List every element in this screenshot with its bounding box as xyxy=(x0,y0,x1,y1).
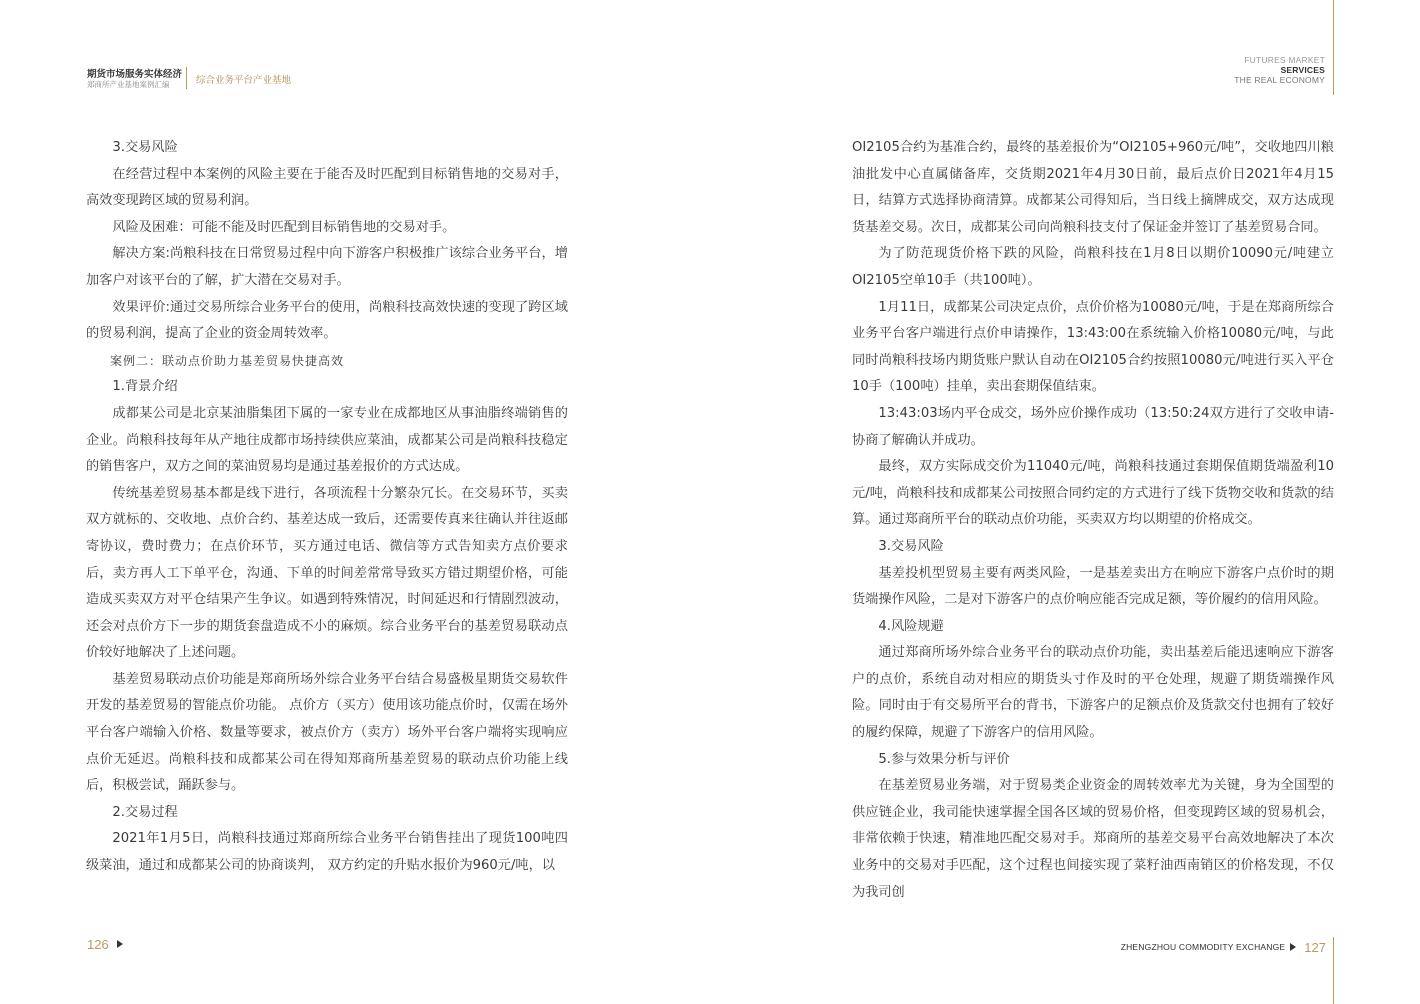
header-right-line2: SERVICES xyxy=(1280,65,1325,75)
header-right-line3: THE REAL ECONOMY xyxy=(1234,75,1325,85)
footer-organization: ZHENGZHOU COMMODITY EXCHANGE xyxy=(1120,942,1286,952)
heading-background: 1.背景介绍 xyxy=(112,379,178,395)
paragraph: 传统基差贸易基本都是线下进行，各项流程十分繁杂冗长。在交易环节，买卖双方就标的、交收地、点价合约、基差达成一致后，还需要传真来往确认并往返邮寄协议，费时费力；在点价环节，买方通过电话、微信等方式告知卖方点价要求后，卖方再人工下单平仓，沟通、下单的时间差常常导致买方错过期望价格，可能造成买卖双方对平仓结果产生争议。如遇到特殊情况，时间延迟和行情剧烈波动，还会对点价方下一步的期货套盘造成不小的麻烦。综合业务平台的基差贸易联动点价较好地解决了上述问题。 xyxy=(86,485,568,661)
right-page-body xyxy=(852,135,1334,906)
paragraph: 13:43:03场内平仓成交，场外应价操作成功（13:50:24双方进行了交收申请-协商了解确认并成功。 xyxy=(852,405,1334,448)
margin-rule-top xyxy=(1333,0,1334,95)
heading-trade-risk: 3.交易风险 xyxy=(112,140,178,155)
paragraph: 为了防范现货价格下跌的风险，尚粮科技在1月8日以期价10090元/吨建立OI2105空单10手（共100吨）。 xyxy=(852,246,1334,288)
paragraph: 通过郑商所场外综合业务平台的联动点价功能，卖出基差后能迅速响应下游客户的点价，系统自动对相应的期货头寸作及时的平仓处理，规避了期货端操作风险。同时由于有交易所平台的背书，下游客户的足额点价及货款交付也拥有了较好的履约保障，规避了下游客户的信用风险。 xyxy=(852,645,1334,741)
header-divider xyxy=(186,67,187,89)
margin-rule-bottom xyxy=(1333,937,1334,1004)
paragraph: 1月11日，成都某公司决定点价，点价价格为10080元/吨，于是在郑商所综合业务平台客户端进行点价申请操作，13:43:00在系统输入价格10080元/吨，与此同时尚粮科技场内期货账户默认自动在OI2105合约按照10080元/吨进行买入平仓10手（100吨）挂单，卖出套期保值结束。 xyxy=(852,299,1334,395)
paragraph: 最终，双方实际成交价为11040元/吨，尚粮科技通过套期保值期货端盈利10元/吨，尚粮科技和成都某公司按照合同约定的方式进行了线下货物交收和货款的结算。通过郑商所平台的联动点价功能，买卖双方均以期望的价格成交。 xyxy=(852,459,1334,528)
heading-trade-process: 2.交易过程 xyxy=(112,804,178,820)
left-page-body xyxy=(86,135,568,880)
triangle-right-icon xyxy=(117,940,123,948)
book-title: 期货市场服务实体经济 xyxy=(87,69,183,80)
heading-trade-risk: 3.交易风险 xyxy=(878,538,944,554)
header-right-line1: FUTURES MARKET xyxy=(1244,55,1325,65)
heading-evaluation: 5.参与效果分析与评价 xyxy=(878,751,1010,767)
paragraph: 成都某公司是北京某油脂集团下属的一家专业在成都地区从事油脂终端销售的企业。尚粮科技每年从产地往成都市场持续供应菜油，成都某公司是尚粮科技稳定的销售客户，双方之间的菜油贸易均是通过基差报价的方式达成。 xyxy=(86,405,568,475)
book-subtitle: 郑商所产业基地案例汇编 xyxy=(87,80,170,89)
footer-right xyxy=(1121,937,1326,956)
section-title: 综合业务平台产业基地 xyxy=(196,75,292,86)
paragraph: 在基差贸易业务端，对于贸易类企业资金的周转效率尤为关键，身为全国型的供应链企业，我司能快速掌握全国各区域的贸易价格，但变现跨区域的贸易机会，非常依赖于快速，精准地匹配交易对手。郑商所的基差交易平台高效地解决了本次业务中的交易对手匹配，这个过程也间接实现了菜籽油西南销区的价格发现，不仅为我司创 xyxy=(852,778,1334,900)
paragraph: 基差投机型贸易主要有两类风险，一是基差卖出方在响应下游客户点价时的期货端操作风险，二是对下游客户的点价响应能否完成足额，等价履约的信用风险。 xyxy=(852,565,1334,608)
paragraph: 2021年1月5日，尚粮科技通过郑商所综合业务平台销售挂出了现货100吨四级菜油，通过和成都某公司的协商谈判， 双方约定的升贴水报价为960元/吨，以 xyxy=(86,831,568,874)
paragraph: 效果评价:通过交易所综合业务平台的使用，尚粮科技高效快速的变现了跨区域的贸易利润，提高了企业的资金周转效率。 xyxy=(86,299,568,342)
case-two-heading: 案例二：联动点价助力基差贸易快捷高效 xyxy=(110,353,345,368)
page-number-right: 127 xyxy=(1304,940,1326,955)
footer-left xyxy=(87,937,123,953)
page-number-left: 126 xyxy=(87,937,109,952)
paragraph: 基差贸易联动点价功能是郑商所场外综合业务平台结合易盛极星期货交易软件开发的基差贸易的智能点价功能。 点价方（买方）使用该功能点价时，仅需在场外平台客户端输入价格、数量等要求，被点价方（卖方）场外平台客户端将实现响应点价无延迟。尚粮科技和成都某公司在得知郑商所基差贸易的联动点价功能上线后，积极尝试，踊跃参与。 xyxy=(86,671,568,794)
paragraph-continued: OI2105合约为基准合约，最终的基差报价为“OI2105+960元/吨”，交收地四川粮油批发中心直属储备库，交货期2021年4月30日前，最后点价日2021年4月15日，结算方式选择协商清算。成都某公司得知后，当日线上摘牌成交，双方达成现货基差交易。次日，成都某公司向尚粮科技支付了保证金并签订了基差贸易合同。 xyxy=(852,140,1334,235)
running-header-right xyxy=(1234,55,1325,85)
triangle-right-icon xyxy=(1290,943,1296,951)
paragraph: 风险及困难：可能不能及时匹配到目标销售地的交易对手。 xyxy=(112,219,456,235)
heading-risk-avoidance: 4.风险规避 xyxy=(878,618,944,634)
paragraph: 解决方案:尚粮科技在日常贸易过程中向下游客户积极推广该综合业务平台，增加客户对该平台的了解，扩大潜在交易对手。 xyxy=(86,246,568,288)
paragraph: 在经营过程中本案例的风险主要在于能否及时匹配到目标销售地的交易对手，高效变现跨区域的贸易利润。 xyxy=(86,166,568,209)
